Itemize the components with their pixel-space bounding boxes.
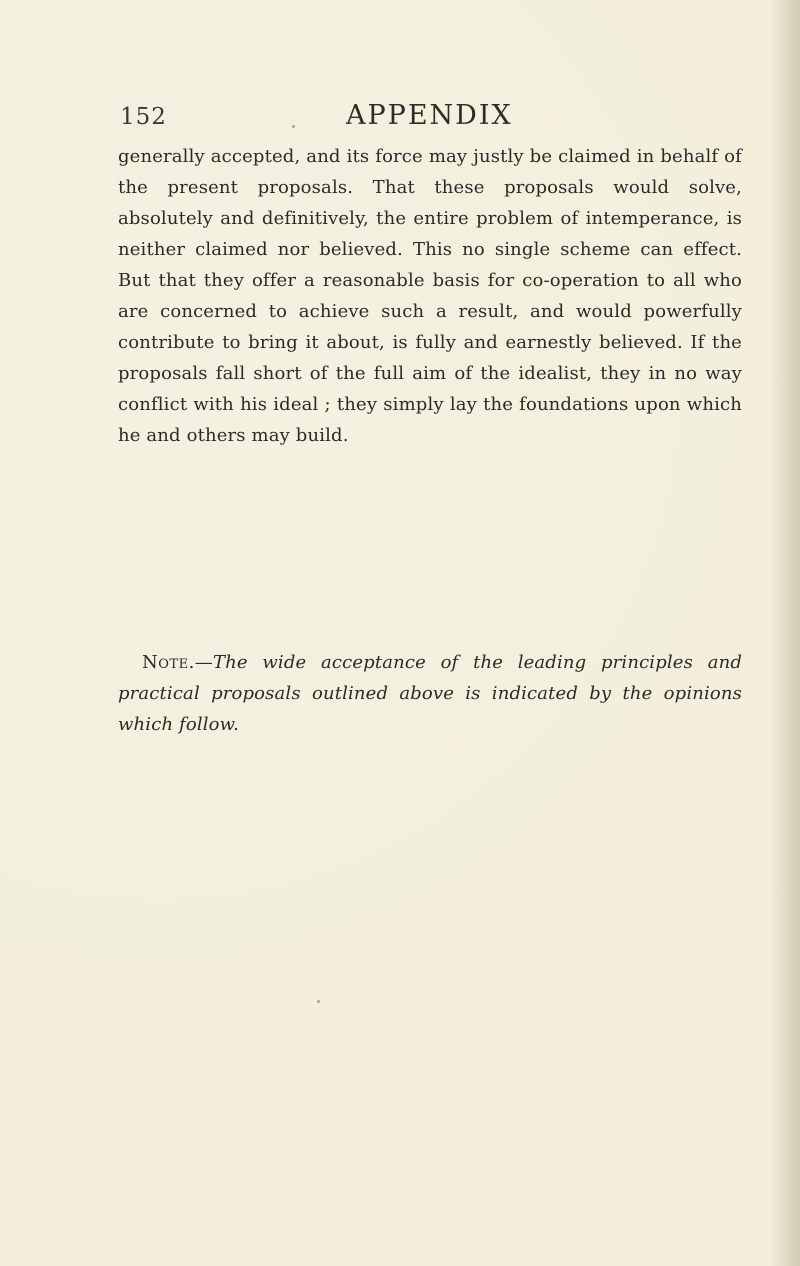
page-header <box>0 84 800 131</box>
note-dash: — <box>194 652 213 673</box>
note-label: Note. <box>142 652 195 673</box>
running-title: APPENDIX <box>346 100 513 131</box>
page-edge-shadow <box>770 0 800 1266</box>
note-text: The wide acceptance of the leading principles and practical proposals outlined above is indicated by the opinions which follow. <box>118 652 742 735</box>
body-paragraph: generally accepted, and its force may justly be claimed in behalf of the present proposals. That these proposals would solve, absolutely and definitively, the entire problem of intemperance, is neither claimed nor believed. This no single scheme can effect. But that they offer a reasonable basis for co-operation to all who are concerned to achieve such a result, and would powerfully contribute to bring it about, is fully and earnestly believed. If the proposals fall short of the full aim of the idealist, they in no way conflict with his ideal ; they simply lay the foundations upon which he and others may build. <box>118 146 742 446</box>
note-paragraph <box>118 647 742 740</box>
page-number: 152 <box>120 104 167 130</box>
paper-speck <box>317 1000 320 1003</box>
paper-speck <box>292 125 295 128</box>
